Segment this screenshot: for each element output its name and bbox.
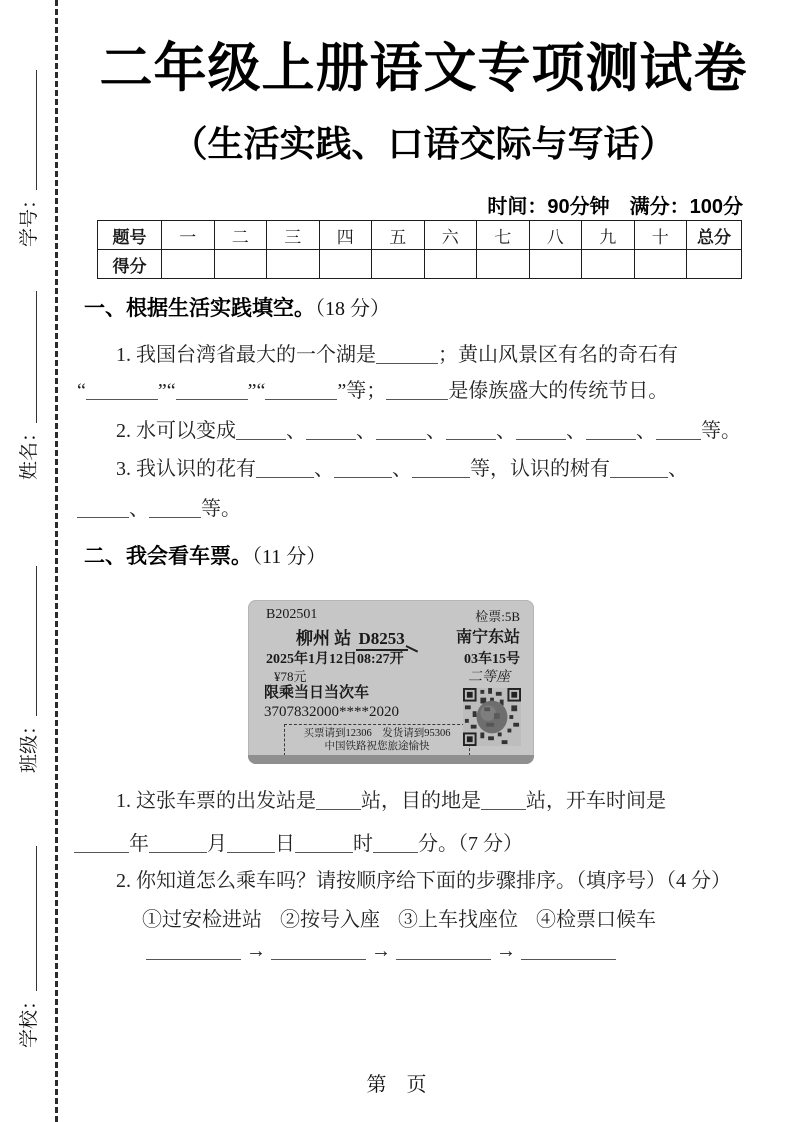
fill-blank[interactable] bbox=[656, 425, 701, 440]
s1-q1-line2 bbox=[77, 374, 668, 403]
class-label: 班级： bbox=[19, 715, 40, 773]
score-cell[interactable] bbox=[319, 250, 372, 279]
total-score-label: 总分 bbox=[687, 221, 742, 250]
separator: 、 bbox=[496, 420, 516, 442]
separator: 、 bbox=[356, 420, 376, 442]
student-id-blank[interactable] bbox=[22, 70, 37, 190]
fill-blank[interactable] bbox=[306, 425, 356, 440]
quote-mark: ”“ bbox=[157, 380, 176, 402]
fill-blank[interactable] bbox=[295, 838, 353, 853]
score-row-label: 得分 bbox=[98, 250, 162, 279]
page-title: 二年级上册语文专项测试卷 bbox=[99, 39, 748, 98]
s2-q2-line1 bbox=[116, 864, 731, 893]
fill-blank[interactable] bbox=[446, 425, 496, 440]
s1-q3-text: 3. 我认识的花有 bbox=[116, 458, 256, 480]
s2-q1-line1 bbox=[116, 784, 666, 813]
col-header: 四 bbox=[319, 221, 372, 250]
step-option-3: ③上车找座位 bbox=[398, 909, 518, 931]
ticket-restriction: 限乘当日当次车 bbox=[264, 684, 370, 701]
fill-blank[interactable] bbox=[334, 463, 392, 478]
train-ticket bbox=[248, 600, 534, 764]
fill-blank[interactable] bbox=[610, 463, 668, 478]
s2-q2-answer-sequence bbox=[146, 940, 616, 963]
ticket-notice-line2: 中国铁路祝您旅途愉快 bbox=[324, 741, 430, 752]
score-cell[interactable] bbox=[582, 250, 635, 279]
student-name-blank[interactable] bbox=[22, 291, 37, 423]
margin-dashed-line bbox=[55, 0, 58, 1122]
fill-blank[interactable] bbox=[481, 795, 526, 810]
separator: 、 bbox=[668, 458, 688, 480]
col-header: 九 bbox=[582, 221, 635, 250]
fill-blank[interactable] bbox=[74, 838, 129, 853]
s2-q1-text: 站，目的地是 bbox=[361, 790, 481, 812]
student-name-label: 姓名： bbox=[19, 422, 40, 480]
score-cell[interactable] bbox=[477, 250, 530, 279]
class-blank[interactable] bbox=[22, 566, 37, 716]
s1-q1-text: ”等； bbox=[337, 380, 387, 402]
ticket-bottom-strip bbox=[248, 755, 534, 764]
ticket-id-number: 3707832000****2020 bbox=[264, 704, 399, 720]
section1-heading-text: 一、根据生活实践填空。 bbox=[84, 297, 315, 320]
unit-day: 日 bbox=[275, 833, 295, 855]
score-cell[interactable] bbox=[687, 250, 742, 279]
fill-blank[interactable] bbox=[271, 945, 366, 960]
fill-blank[interactable] bbox=[316, 795, 361, 810]
fill-blank[interactable] bbox=[586, 425, 636, 440]
ticket-seat-class: 二等座 bbox=[468, 670, 510, 685]
score-cell[interactable] bbox=[529, 250, 582, 279]
section2-heading-text: 二、我会看车票。 bbox=[84, 545, 252, 568]
question-number-label: 题号 bbox=[98, 221, 162, 250]
s1-q3-text: 等，认识的树有 bbox=[470, 458, 610, 480]
fill-blank[interactable] bbox=[516, 425, 566, 440]
ticket-notice-line1: 买票请到12306 发货请到95306 bbox=[303, 728, 451, 739]
fill-blank[interactable] bbox=[149, 503, 201, 518]
section2-heading bbox=[84, 540, 326, 570]
col-header: 一 bbox=[162, 221, 215, 250]
fill-blank[interactable] bbox=[373, 838, 418, 853]
score-table-header-row bbox=[98, 221, 742, 250]
s2-q1-text: 1. 这张车票的出发站是 bbox=[116, 790, 316, 812]
section1-score: （18 分） bbox=[315, 298, 390, 320]
s1-q3-line2 bbox=[77, 492, 241, 521]
qr-code bbox=[463, 686, 521, 748]
fill-blank[interactable] bbox=[256, 463, 314, 478]
col-header: 二 bbox=[214, 221, 267, 250]
s2-q1-line2 bbox=[74, 827, 523, 856]
arrow-icon: → bbox=[371, 940, 391, 962]
fill-blank[interactable] bbox=[521, 945, 616, 960]
fill-blank[interactable] bbox=[77, 503, 129, 518]
separator: 、 bbox=[566, 420, 586, 442]
section2-score: （11 分） bbox=[252, 546, 327, 568]
score-cell[interactable] bbox=[267, 250, 320, 279]
s2-q2-steps bbox=[142, 903, 674, 932]
separator: 、 bbox=[314, 458, 334, 480]
s1-q3-text: 等。 bbox=[201, 498, 241, 520]
s1-q1-line1 bbox=[116, 338, 678, 367]
step-option-1: ①过安检进站 bbox=[142, 909, 262, 931]
fill-blank[interactable] bbox=[376, 349, 438, 364]
s1-q1-text: 1. 我国台湾省最大的一个湖是 bbox=[116, 344, 376, 366]
arrow-icon: → bbox=[246, 940, 266, 962]
ticket-seat: 03车15号 bbox=[464, 652, 520, 667]
student-id-field bbox=[14, 70, 41, 247]
unit-minute: 分。 bbox=[418, 833, 458, 855]
col-header: 八 bbox=[529, 221, 582, 250]
s2-q2-text: 2. 你知道怎么乘车吗？请按顺序给下面的步骤排序。（填序号）（4 分） bbox=[116, 870, 731, 892]
fill-blank[interactable] bbox=[149, 838, 207, 853]
ticket-price: ¥78元 bbox=[274, 669, 307, 684]
s1-q1-text: 是傣族盛大的传统节日。 bbox=[448, 380, 669, 402]
fill-blank[interactable] bbox=[265, 385, 337, 400]
score-cell[interactable] bbox=[214, 250, 267, 279]
fill-blank[interactable] bbox=[86, 385, 158, 400]
quote-mark: “ bbox=[77, 380, 86, 402]
score-cell[interactable] bbox=[424, 250, 477, 279]
col-header: 十 bbox=[634, 221, 687, 250]
unit-year: 年 bbox=[129, 833, 149, 855]
s2-q1-text: 站，开车时间是 bbox=[526, 790, 666, 812]
time-and-score-info: 时间：90分钟 满分：100分 bbox=[487, 196, 743, 218]
score-cell[interactable] bbox=[162, 250, 215, 279]
fill-blank[interactable] bbox=[176, 385, 248, 400]
separator: 、 bbox=[286, 420, 306, 442]
fill-blank[interactable] bbox=[236, 425, 286, 440]
school-blank[interactable] bbox=[22, 846, 37, 991]
fill-blank[interactable] bbox=[396, 945, 491, 960]
step-option-2: ②按号入座 bbox=[280, 909, 380, 931]
separator: 、 bbox=[129, 498, 149, 520]
unit-hour: 时 bbox=[353, 833, 373, 855]
separator: 、 bbox=[392, 458, 412, 480]
score-cell[interactable] bbox=[634, 250, 687, 279]
fill-blank[interactable] bbox=[412, 463, 470, 478]
ticket-to-station: 南宁东站 bbox=[455, 629, 520, 646]
fill-blank[interactable] bbox=[386, 385, 448, 400]
s2-q1-score: （7 分） bbox=[458, 833, 523, 855]
ticket-check-gate: 检票:5B bbox=[475, 609, 520, 624]
arrow-icon: → bbox=[496, 940, 516, 962]
s1-q1-text: ；黄山风景区有名的奇石有 bbox=[438, 344, 678, 366]
fill-blank[interactable] bbox=[227, 838, 275, 853]
s1-q2-line bbox=[116, 414, 741, 443]
unit-month: 月 bbox=[207, 833, 227, 855]
score-cell[interactable] bbox=[372, 250, 425, 279]
col-header: 六 bbox=[424, 221, 477, 250]
student-name-field bbox=[14, 291, 41, 480]
student-id-label: 学号： bbox=[19, 189, 40, 247]
ticket-depart-time: 2025年1月12日08:27开 bbox=[266, 652, 404, 667]
section1-heading bbox=[84, 292, 390, 322]
ticket-notice-box bbox=[284, 724, 470, 756]
quote-mark: ”“ bbox=[247, 380, 266, 402]
col-header: 三 bbox=[267, 221, 320, 250]
school-label: 学校： bbox=[19, 990, 40, 1048]
separator: 、 bbox=[426, 420, 446, 442]
page-subtitle: （生活实践、口语交际与写话） bbox=[171, 123, 676, 164]
score-table bbox=[97, 220, 742, 279]
fill-blank[interactable] bbox=[376, 425, 426, 440]
fill-blank[interactable] bbox=[146, 945, 241, 960]
separator: 、 bbox=[636, 420, 656, 442]
s1-q2-text: 等。 bbox=[701, 420, 741, 442]
score-table-score-row bbox=[98, 250, 742, 279]
page-footer: 第 页 bbox=[366, 1074, 427, 1096]
ticket-code: B202501 bbox=[266, 607, 318, 622]
s1-q3-line1 bbox=[116, 452, 688, 481]
ticket-from-station: 柳州 站 bbox=[296, 629, 352, 648]
col-header: 五 bbox=[372, 221, 425, 250]
ticket-train-number: D8253 bbox=[356, 629, 408, 651]
school-field bbox=[14, 846, 41, 1048]
ticket-route bbox=[296, 624, 419, 649]
s1-q2-text: 2. 水可以变成 bbox=[116, 420, 236, 442]
step-option-4: ④检票口候车 bbox=[536, 909, 656, 931]
col-header: 七 bbox=[477, 221, 530, 250]
class-field bbox=[14, 566, 41, 773]
